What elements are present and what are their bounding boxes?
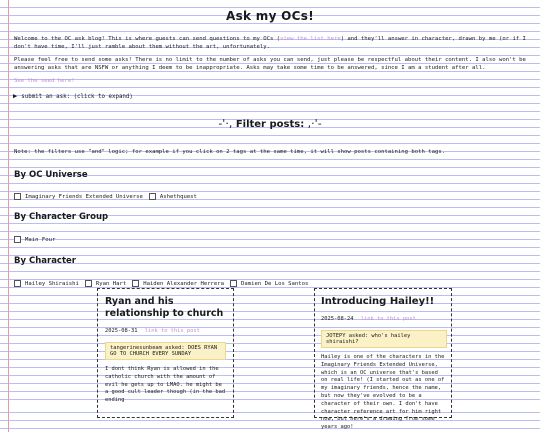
filter-checkbox-character[interactable]: [85, 280, 126, 287]
post-date: 2025-08-31: [105, 328, 138, 334]
filter-deco-right: ,·'-: [307, 117, 322, 130]
submit-ask-toggle[interactable]: [13, 93, 133, 100]
section-title-character: By Character: [14, 256, 76, 266]
filter-note: Note: the filters use "and" logic; for example if you click on 2 tags at the same time, it will show posts containing both tags.: [14, 149, 446, 155]
checkbox-label: Ryan Hart: [95, 280, 127, 287]
checkbox[interactable]: [14, 280, 21, 287]
intro-paragraph: [14, 36, 529, 52]
post-meta: [321, 316, 447, 322]
intro-text-1: Welcome to the OC ask blog! This is where guests can send questions to my OCs (: [14, 36, 281, 42]
page-title: Ask my OCs!: [225, 9, 314, 23]
post-link[interactable]: link to this post: [144, 328, 200, 334]
section-title-universe: By OC Universe: [14, 170, 88, 180]
filter-checkbox-character[interactable]: [132, 280, 224, 287]
checkbox-label: Haiden Alexander Herrera: [143, 280, 225, 287]
intro-text-2: ) and they'll answer in character, drawn by me (or if I don't have time, I'll just ramble about them without the art, unfortunately.: [14, 36, 526, 50]
checkbox[interactable]: [230, 280, 237, 287]
checkbox[interactable]: [14, 193, 21, 200]
post-title: Ryan and his relationship to church: [105, 296, 224, 319]
filter-checkbox-universe[interactable]: [14, 193, 143, 200]
checkbox-label: Imaginary Friends Extended Universe: [25, 193, 143, 200]
rules-paragraph: Please feel free to send some asks! There is no limit to the number of asks you can send, just please be respectful about their content. I also won't be answering asks that are NSFW or anything I deem to be inappropriate. Asks may take some time to be answered, since I am a student after all.: [14, 57, 526, 71]
ask-box: tangerinesunbeam asked: DOES RYAN GO TO CHURCH EVERY SUNDAY: [105, 342, 226, 360]
checkbox-label: Damien De Los Santos: [241, 280, 309, 287]
filter-checkbox-universe[interactable]: [149, 193, 197, 200]
post-meta: [105, 328, 226, 334]
ask-box: JOTEPY asked: who's hailey shiraishi?: [321, 330, 447, 348]
post-body: Hailey is one of the characters in the Imaginary Friends Extended Universe, which is an OC universe that's based on real life! (I started out as one of my imaginary friends, hence the name, but now they've evolved to be a character of their own. I don't have character reference art for him right now, but here's a drawing from some years ago!: [321, 354, 445, 431]
oc-list-link[interactable]: view the list here: [280, 36, 341, 42]
checkbox-label: Main Four: [25, 236, 56, 243]
filter-checkbox-group[interactable]: [14, 236, 55, 243]
checkbox[interactable]: [132, 280, 139, 287]
post-date: 2025-08-24: [321, 316, 354, 322]
checkbox-label: Ashethquest: [159, 193, 197, 200]
group-filter-row: [14, 236, 61, 243]
post-card: [97, 288, 234, 418]
expand-triangle-icon: ▶: [13, 92, 18, 100]
checkbox[interactable]: [14, 236, 21, 243]
filter-deco-left: -'·,: [218, 117, 233, 130]
filter-posts-header: [0, 117, 540, 130]
checkbox-label: Hailey Shiraishi: [25, 280, 79, 287]
post-link[interactable]: link to this post: [360, 316, 416, 322]
see-seed-link[interactable]: See the seed here!: [14, 78, 75, 84]
post-title: Introducing Hailey!!: [321, 296, 435, 307]
post-card: [314, 288, 452, 431]
section-title-group: By Character Group: [14, 212, 109, 222]
checkbox[interactable]: [85, 280, 92, 287]
submit-ask-label: submit an ask: (click to expand): [21, 93, 133, 100]
filter-checkbox-character[interactable]: [230, 280, 308, 287]
universe-filter-row: [14, 193, 203, 200]
filter-title: Filter posts:: [235, 119, 305, 130]
checkbox[interactable]: [149, 193, 156, 200]
filter-checkbox-character[interactable]: [14, 280, 79, 287]
character-filter-row: [14, 280, 314, 287]
post-body: I dont think Ryan is allowed in the catholic church with the amount of evil he gets up to LMAO. he might be a good cult leader though (in the bad ending: [105, 366, 226, 404]
